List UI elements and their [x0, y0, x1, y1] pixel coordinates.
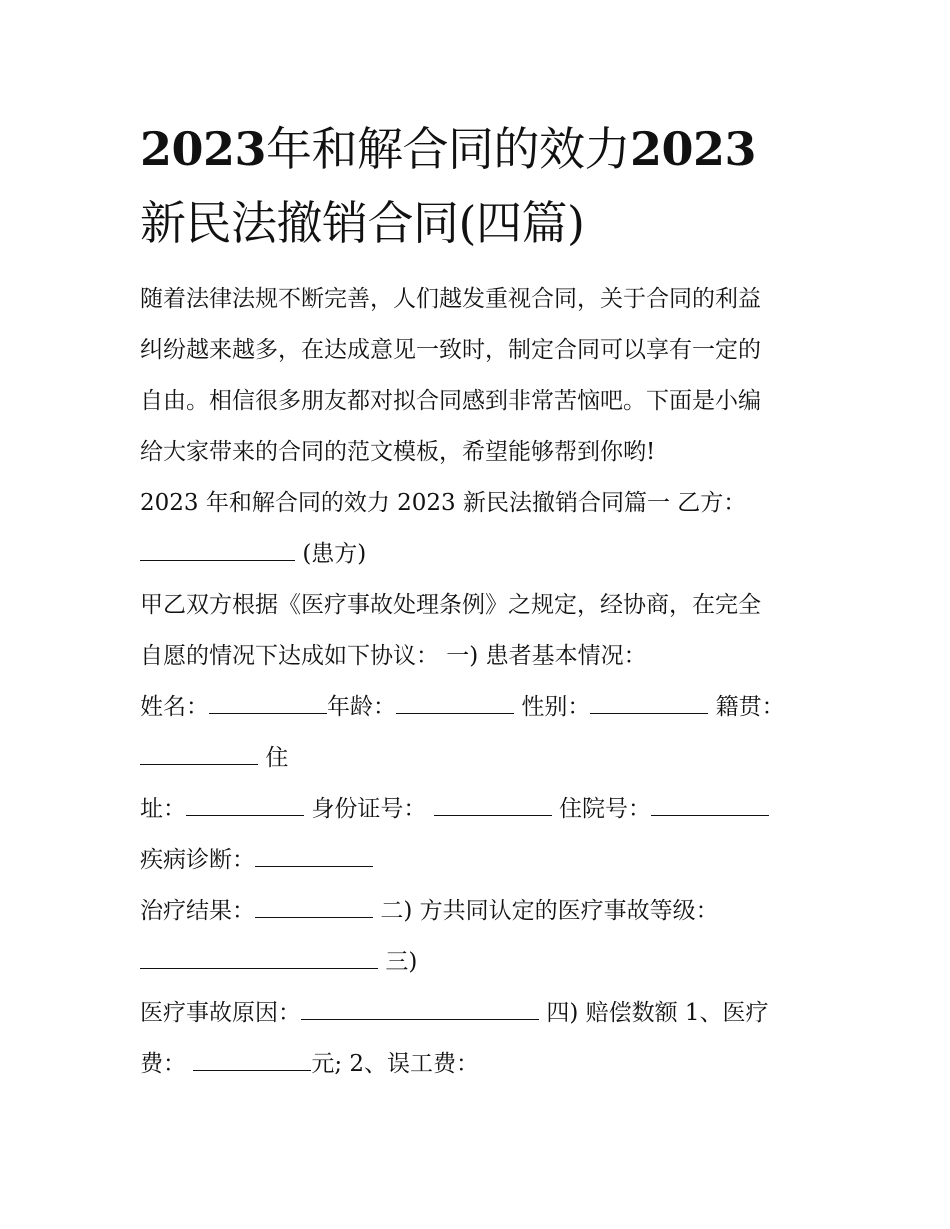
document-title — [140, 112, 820, 260]
compensation-label: 四) 赔偿数额 1、医疗 — [546, 1000, 769, 1026]
blank-field — [209, 689, 327, 714]
agreement-line: 甲乙双方根据《医疗事故处理条例》之规定，经协商，在完全 — [140, 592, 761, 618]
blank-field — [255, 842, 373, 867]
residence-label-2: 址： — [140, 796, 186, 822]
blank-field — [255, 893, 373, 918]
intro-line: 纠纷越来越多，在达成意见一致时，制定合同可以享有一定的 — [140, 337, 761, 363]
medical-fee-line — [140, 1039, 820, 1090]
treatment-result-label: 治疗结果： — [140, 898, 255, 924]
blank-field — [301, 995, 539, 1020]
intro-line: 随着法律法规不断完善，人们越发重视合同，关于合同的利益 — [140, 286, 761, 312]
agreement-line: 自愿的情况下达成如下协议： 一) 患者基本情况： — [140, 643, 647, 669]
address-line — [140, 784, 820, 835]
title-year-1: 2023 — [140, 122, 267, 176]
blank-field — [140, 944, 378, 969]
residence-line — [140, 733, 820, 784]
title-text-2: 新民法撤销合同(四篇) — [140, 196, 585, 250]
intro-line: 自由。相信很多朋友都对拟合同感到非常苦恼吧。下面是小编 — [140, 388, 761, 414]
blank-field — [140, 740, 258, 765]
lost-wages-label: 元; 2、误工费： — [311, 1051, 480, 1077]
patient-info-line — [140, 682, 820, 733]
diagnosis-line — [140, 835, 820, 886]
section-heading: 2023 年和解合同的效力 2023 新民法撤销合同篇一 乙方： — [140, 490, 747, 516]
diagnosis-label: 疾病诊断： — [140, 847, 255, 873]
age-label: 年龄： — [327, 694, 396, 720]
id-number-label: 身份证号： — [311, 796, 427, 822]
hospital-number-label: 住院号： — [558, 796, 651, 822]
treatment-line — [140, 886, 820, 937]
accident-cause-line — [140, 988, 820, 1039]
gender-label: 性别： — [521, 694, 591, 720]
blank-field — [140, 536, 295, 561]
blank-field — [590, 689, 708, 714]
intro-line: 给大家带来的合同的范文模板，希望能够帮到你哟! — [140, 439, 656, 465]
blank-field — [396, 689, 514, 714]
patient-party-line — [140, 529, 820, 580]
accident-level-label: 二) 方共同认定的医疗事故等级： — [380, 898, 719, 924]
residence-label-1: 住 — [265, 745, 289, 771]
patient-party-label: (患方) — [302, 541, 367, 567]
accident-level-line — [140, 937, 820, 988]
name-label: 姓名： — [140, 694, 209, 720]
blank-field — [193, 1046, 311, 1071]
blank-field — [651, 791, 769, 816]
section-three-label: 三) — [385, 949, 418, 975]
title-year-2: 2023 — [630, 122, 757, 176]
blank-field — [186, 791, 304, 816]
document-body — [140, 274, 820, 1090]
accident-cause-label: 医疗事故原因： — [140, 1000, 301, 1026]
origin-label: 籍贯： — [715, 694, 785, 720]
title-text-1: 年和解合同的效力 — [266, 122, 631, 176]
blank-field — [434, 791, 552, 816]
medical-fee-label: 费： — [140, 1051, 186, 1077]
